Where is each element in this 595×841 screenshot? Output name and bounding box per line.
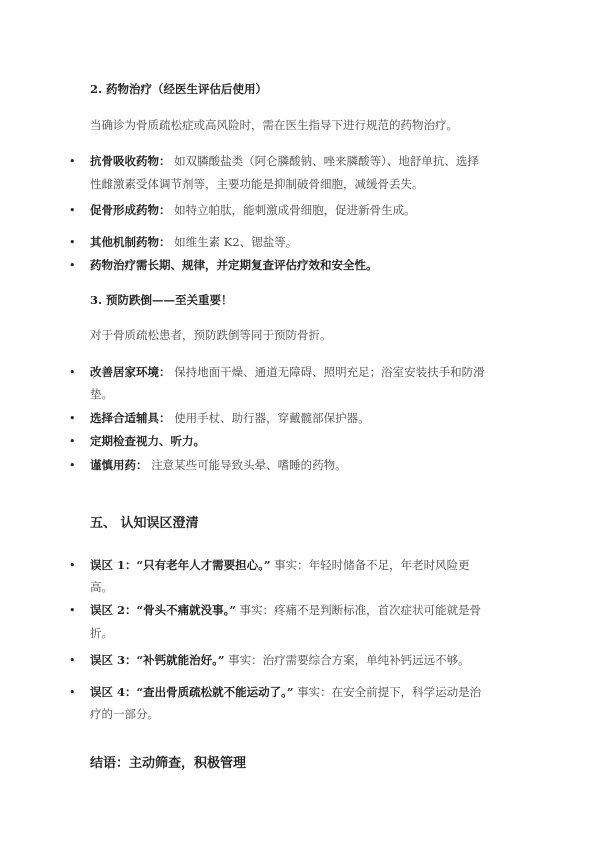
item-text-continued: 性雌激素受体调节剂等，主要功能是抑制破骨细胞，减缓骨丢失。 — [90, 177, 424, 191]
bullet-icon: • — [69, 204, 76, 217]
item-text: 注意某些可能导致头晕、嗜睡的药物。 — [151, 458, 347, 472]
item-label: 选择合适辅具： — [90, 411, 171, 425]
list-item — [90, 602, 481, 618]
item-label: 误区 3：“补钙就能治好。” — [90, 653, 225, 667]
bullet-icon: • — [69, 366, 76, 379]
section-3-title: 3. 预防跌倒——至关重要！ — [90, 293, 233, 307]
section-3-intro: 对于骨质疏松患者，预防跌倒等同于预防骨折。 — [90, 328, 332, 342]
item-text-continued: 垫。 — [90, 387, 113, 401]
item-text-continued: 高。 — [90, 580, 113, 594]
item-label: 药物治疗需长期、规律，并定期复查评估疗效和安全性。 — [90, 258, 378, 272]
bullet-icon: • — [69, 435, 76, 448]
list-item — [90, 410, 370, 426]
item-label: 抗骨吸收药物： — [90, 154, 171, 168]
item-text: 使用手杖、助行器，穿戴髋部保护器。 — [174, 411, 370, 425]
list-item — [90, 153, 479, 169]
section-2-title: 2. 药物治疗（经医生评估后使用） — [90, 82, 268, 96]
item-text-continued: 疗的一部分。 — [90, 707, 159, 721]
list-item — [90, 457, 347, 473]
bullet-icon: • — [69, 412, 76, 425]
list-item — [90, 234, 297, 250]
bullet-icon: • — [69, 654, 76, 667]
bullet-icon: • — [69, 155, 76, 168]
list-item — [90, 557, 470, 573]
item-label: 改善居家环境： — [90, 365, 171, 379]
item-label: 误区 1：“只有老年人才需要担心。” — [90, 558, 271, 572]
item-text: 如维生素 K2、锶盐等。 — [174, 235, 298, 249]
item-label: 促骨形成药物： — [90, 203, 171, 217]
item-label: 误区 2：“骨头不痛就没事。” — [90, 603, 236, 617]
item-label: 其他机制药物： — [90, 235, 171, 249]
item-label: 谨慎用药： — [90, 458, 148, 472]
bullet-icon: • — [69, 259, 76, 272]
conclusion-title: 结语：主动筛查，积极管理 — [90, 756, 247, 771]
list-item — [90, 684, 481, 700]
bullet-icon: • — [69, 459, 76, 472]
section-5-title: 五、 认知误区澄清 — [90, 516, 199, 531]
list-item — [90, 652, 470, 668]
item-label: 误区 4：“查出骨质疏松就不能运动了。” — [90, 685, 294, 699]
item-text: 事实：在安全前提下，科学运动是治 — [297, 685, 482, 699]
item-text: 事实：年轻时储备不足，年老时风险更 — [274, 558, 470, 572]
list-item — [90, 433, 205, 449]
item-text-continued: 折。 — [90, 626, 113, 640]
item-text: 如双膦酸盐类（阿仑膦酸钠、唑来膦酸等）、地舒单抗、选择 — [174, 154, 479, 168]
item-text: 事实：疼痛不是判断标准，首次症状可能就是骨 — [239, 603, 482, 617]
bullet-icon: • — [69, 236, 76, 249]
item-text: 事实：治疗需要综合方案，单纯补钙远远不够。 — [228, 653, 470, 667]
list-item — [90, 364, 485, 380]
item-text: 保持地面干燥、通道无障碍、照明充足；浴室安装扶手和防滑 — [174, 365, 485, 379]
bullet-icon: • — [69, 686, 76, 699]
list-item — [90, 202, 416, 218]
bullet-icon: • — [69, 559, 76, 572]
bullet-icon: • — [69, 604, 76, 617]
section-2-intro: 当确诊为骨质疏松症或高风险时，需在医生指导下进行规范的药物治疗。 — [90, 118, 458, 132]
list-item — [90, 257, 378, 273]
item-label: 定期检查视力、听力。 — [90, 434, 205, 448]
item-text: 如特立帕肽，能刺激成骨细胞，促进新骨生成。 — [174, 203, 416, 217]
